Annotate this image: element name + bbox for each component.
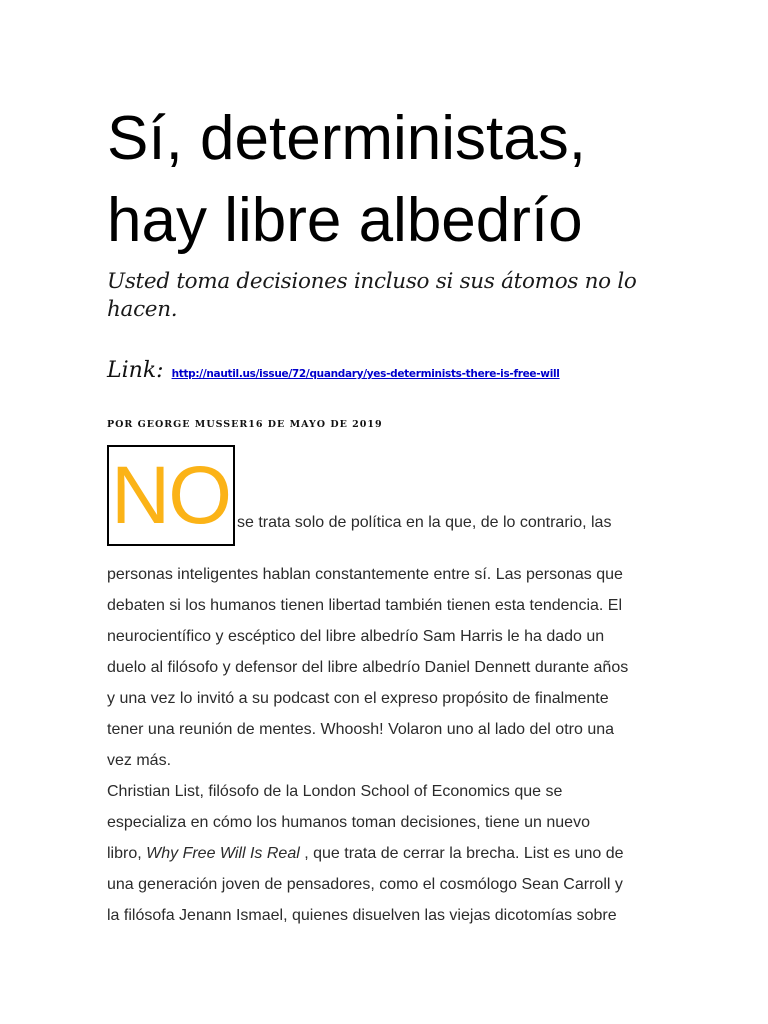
body-line: especializa en cómo los humanos toman decisiones, tiene un nuevo — [107, 814, 590, 831]
body-line: duelo al filósofo y defensor del libre albedrío Daniel Dennett durante años — [107, 659, 629, 676]
first-line-text: se trata solo de política en la que, de lo contrario, las — [237, 514, 612, 531]
body-line: personas inteligentes hablan constantemente entre sí. Las personas que — [107, 566, 623, 583]
article-link[interactable]: http://nautil.us/issue/72/quandary/yes-determinists-there-is-free-will — [171, 368, 560, 380]
drop-cap-box — [107, 445, 235, 546]
body-line: neurocientífico y escéptico del libre albedrío Sam Harris le ha dado un — [107, 628, 605, 645]
paragraph-1 — [107, 559, 667, 776]
body-line: vez más. — [107, 752, 172, 769]
byline: POR GEORGE MUSSER16 DE MAYO DE 2019 — [107, 419, 383, 430]
link-row — [107, 358, 727, 388]
link-label: Link: — [107, 358, 164, 383]
paragraph-2 — [107, 776, 667, 929]
book-title: Why Free Will Is Real — [146, 845, 300, 862]
drop-cap-text: NO — [111, 450, 230, 541]
article-body — [107, 559, 667, 929]
body-line: debaten si los humanos tienen libertad también tienen esta tendencia. El — [107, 597, 623, 614]
body-line: y una vez lo invitó a su podcast con el expreso propósito de finalmente — [107, 690, 609, 707]
body-line: una generación joven de pensadores, como el cosmólogo Sean Carroll y — [107, 876, 623, 893]
body-line: la filósofa Jenann Ismael, quienes disuelven las viejas dicotomías sobre — [107, 907, 617, 924]
article-title: Sí, deterministas, hay libre albedrío — [107, 104, 586, 255]
body-line: tener una reunión de mentes. Whoosh! Volaron uno al lado del otro una — [107, 721, 615, 738]
body-line-segment: libro, — [107, 845, 147, 862]
body-line: Christian List, filósofo de la London School of Economics que se — [107, 783, 563, 800]
article-subtitle: Usted toma decisiones incluso si sus átomos no lo hacen. — [107, 269, 637, 322]
body-line-segment: , que trata de cerrar la brecha. List es uno de — [299, 845, 624, 862]
body-line-with-book-title — [107, 838, 667, 869]
